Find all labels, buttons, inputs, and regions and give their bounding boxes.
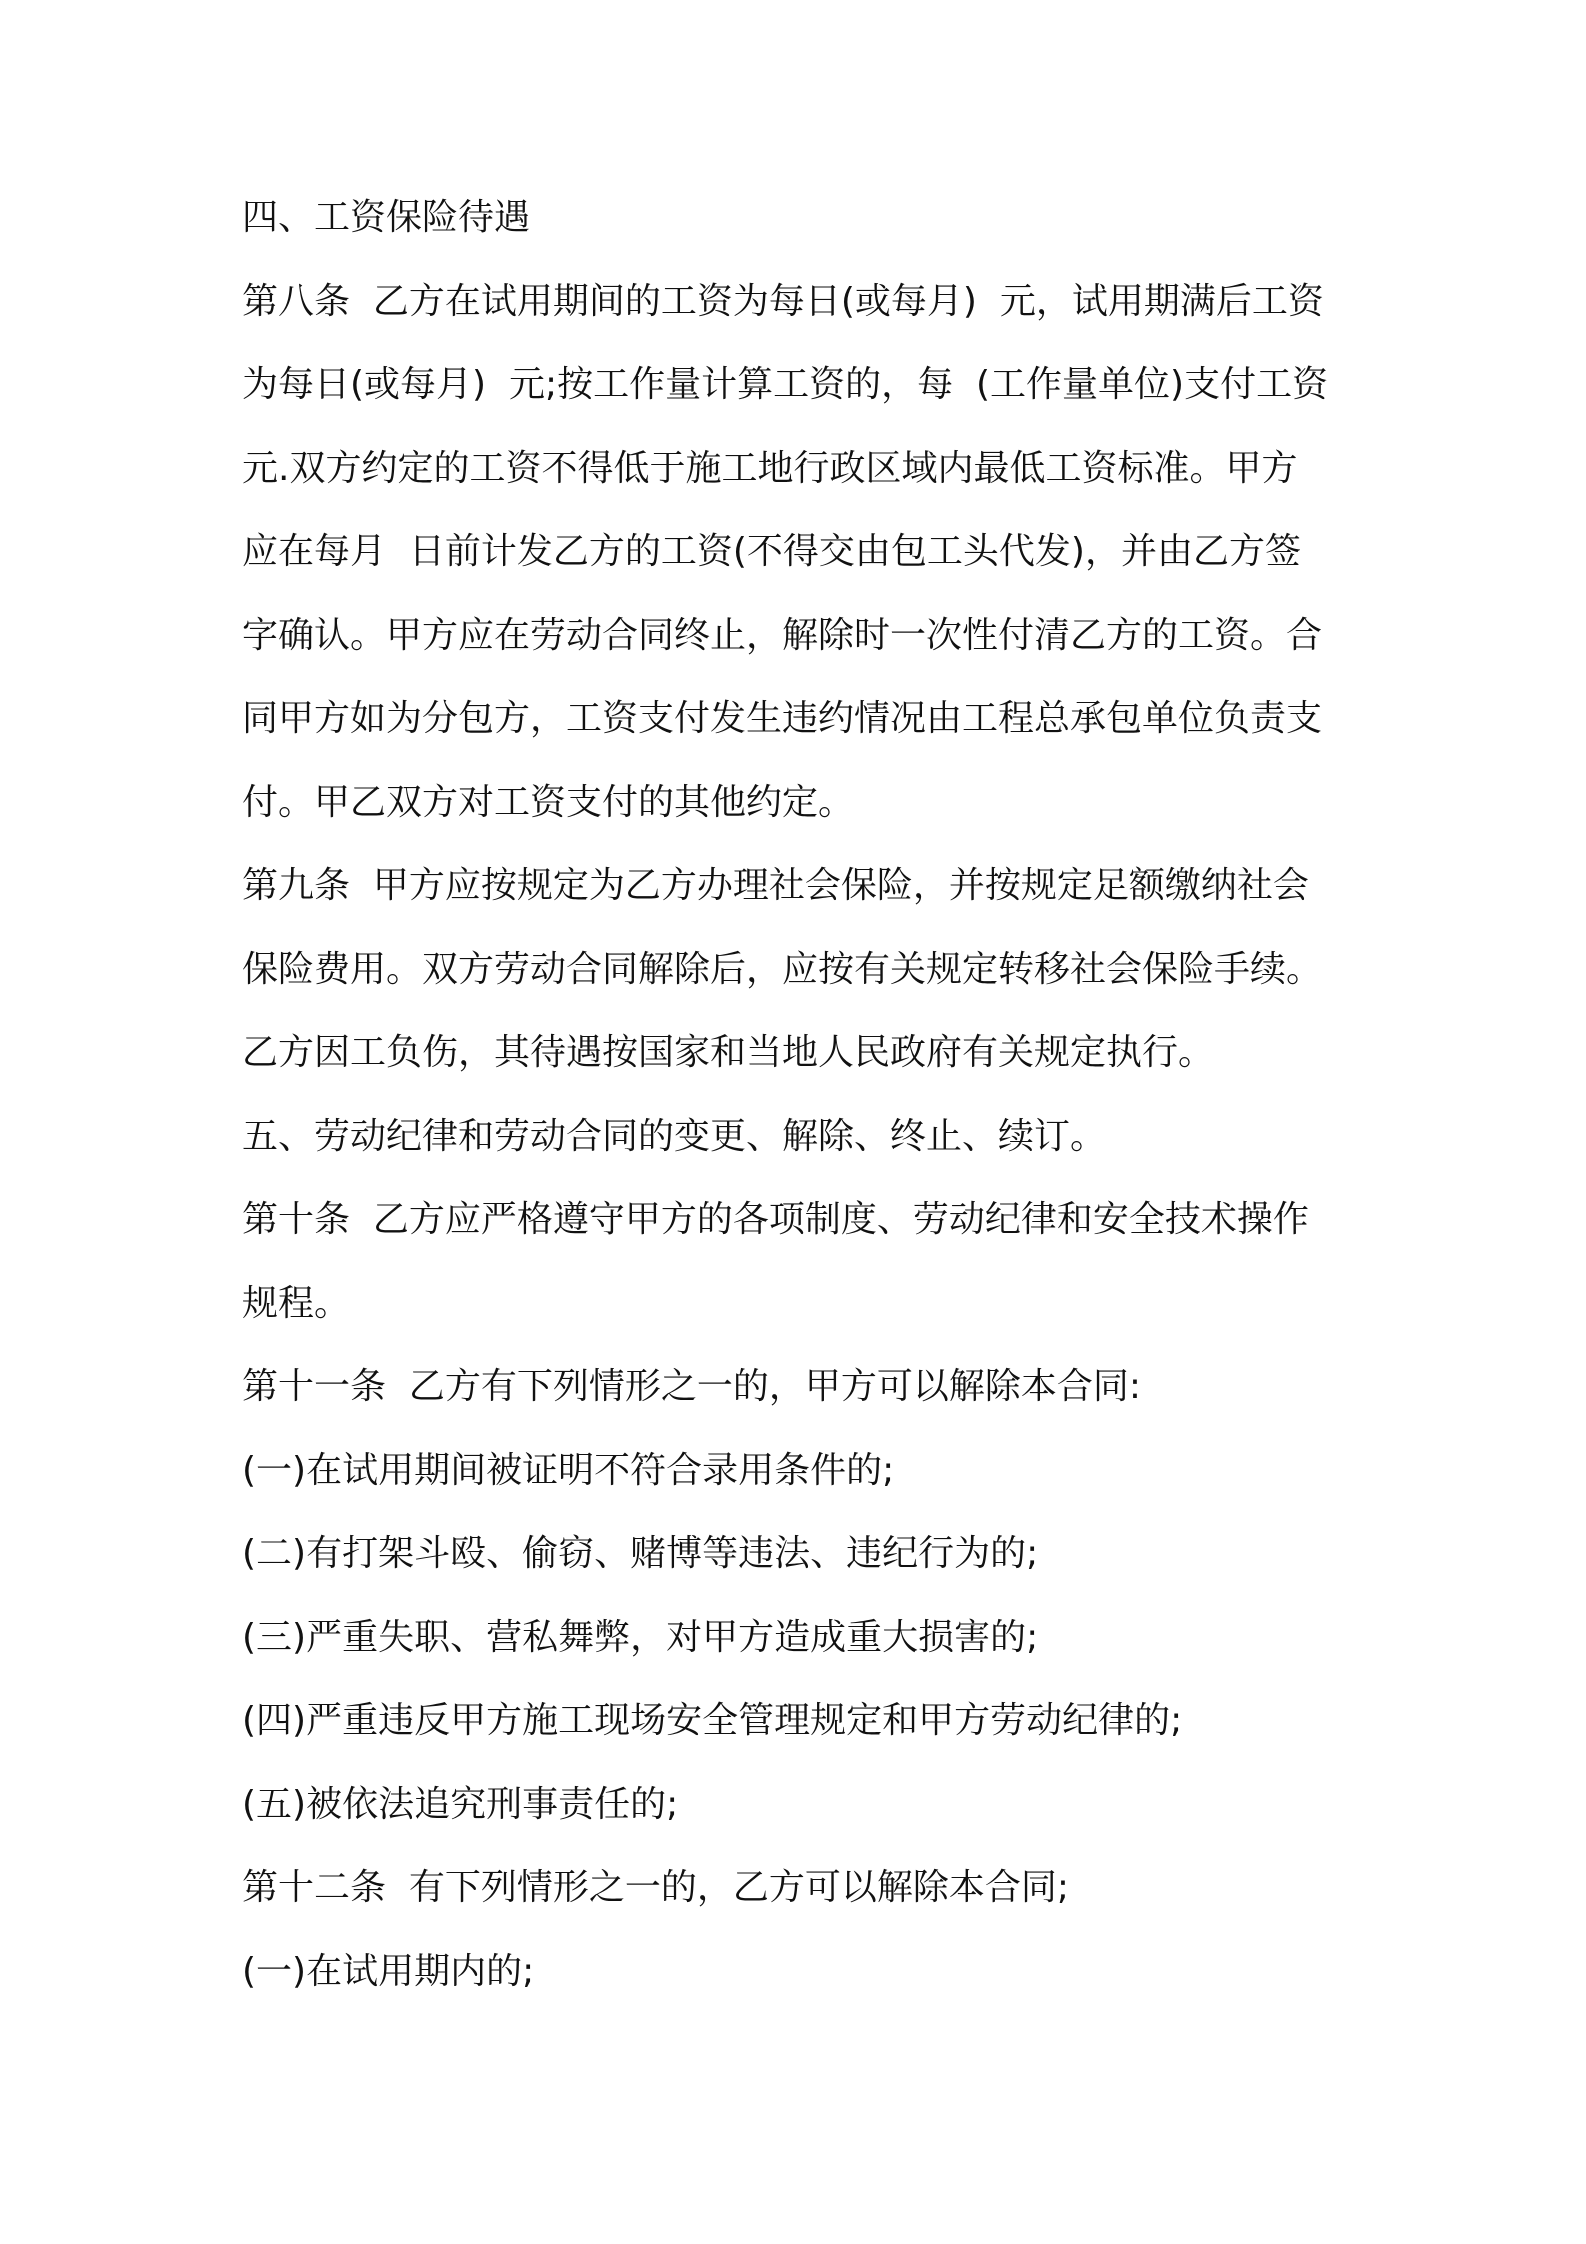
article-11-item-3: (三)严重失职、营私舞弊，对甲方造成重大损害的; bbox=[242, 1617, 1039, 1658]
article-10-line-1: 第十条 乙方应严格遵守甲方的各项制度、劳动纪律和安全技术操作 bbox=[242, 1199, 1309, 1240]
article-8-line-2: 为每日(或每月) 元;按工作量计算工资的，每 (工作量单位)支付工资 bbox=[242, 364, 1329, 405]
article-9-line-3: 乙方因工负伤，其待遇按国家和当地人民政府有关规定执行。 bbox=[242, 1032, 1215, 1073]
article-8-line-7: 付。甲乙双方对工资支付的其他约定。 bbox=[242, 782, 855, 823]
article-8-line-1: 第八条 乙方在试用期间的工资为每日(或每月) 元，试用期满后工资 bbox=[242, 281, 1324, 322]
section-heading-4: 四、工资保险待遇 bbox=[242, 197, 531, 238]
article-9-line-2: 保险费用。双方劳动合同解除后，应按有关规定转移社会保险手续。 bbox=[242, 949, 1323, 990]
article-10-line-2: 规程。 bbox=[242, 1283, 351, 1324]
article-8-line-3: 元.双方约定的工资不得低于施工地行政区域内最低工资标准。甲方 bbox=[242, 448, 1298, 489]
article-11-item-4: (四)严重违反甲方施工现场安全管理规定和甲方劳动纪律的; bbox=[242, 1700, 1183, 1741]
article-12-heading: 第十二条 有下列情形之一的，乙方可以解除本合同; bbox=[242, 1867, 1070, 1908]
article-11-item-5: (五)被依法追究刑事责任的; bbox=[242, 1784, 679, 1825]
article-8-line-6: 同甲方如为分包方，工资支付发生违约情况由工程总承包单位负责支 bbox=[242, 698, 1323, 739]
article-9-line-1: 第九条 甲方应按规定为乙方办理社会保险，并按规定足额缴纳社会 bbox=[242, 865, 1309, 906]
article-8-line-5: 字确认。甲方应在劳动合同终止，解除时一次性付清乙方的工资。合 bbox=[242, 615, 1323, 656]
article-11-item-2: (二)有打架斗殴、偷窃、赌博等违法、违纪行为的; bbox=[242, 1533, 1039, 1574]
article-11-item-1: (一)在试用期间被证明不符合录用条件的; bbox=[242, 1450, 895, 1491]
article-12-item-1: (一)在试用期内的; bbox=[242, 1951, 535, 1992]
section-heading-5: 五、劳动纪律和劳动合同的变更、解除、终止、续订。 bbox=[242, 1116, 1107, 1157]
article-11-heading: 第十一条 乙方有下列情形之一的，甲方可以解除本合同: bbox=[242, 1366, 1142, 1407]
article-8-line-4: 应在每月 日前计发乙方的工资(不得交由包工头代发)，并由乙方签 bbox=[242, 531, 1301, 572]
